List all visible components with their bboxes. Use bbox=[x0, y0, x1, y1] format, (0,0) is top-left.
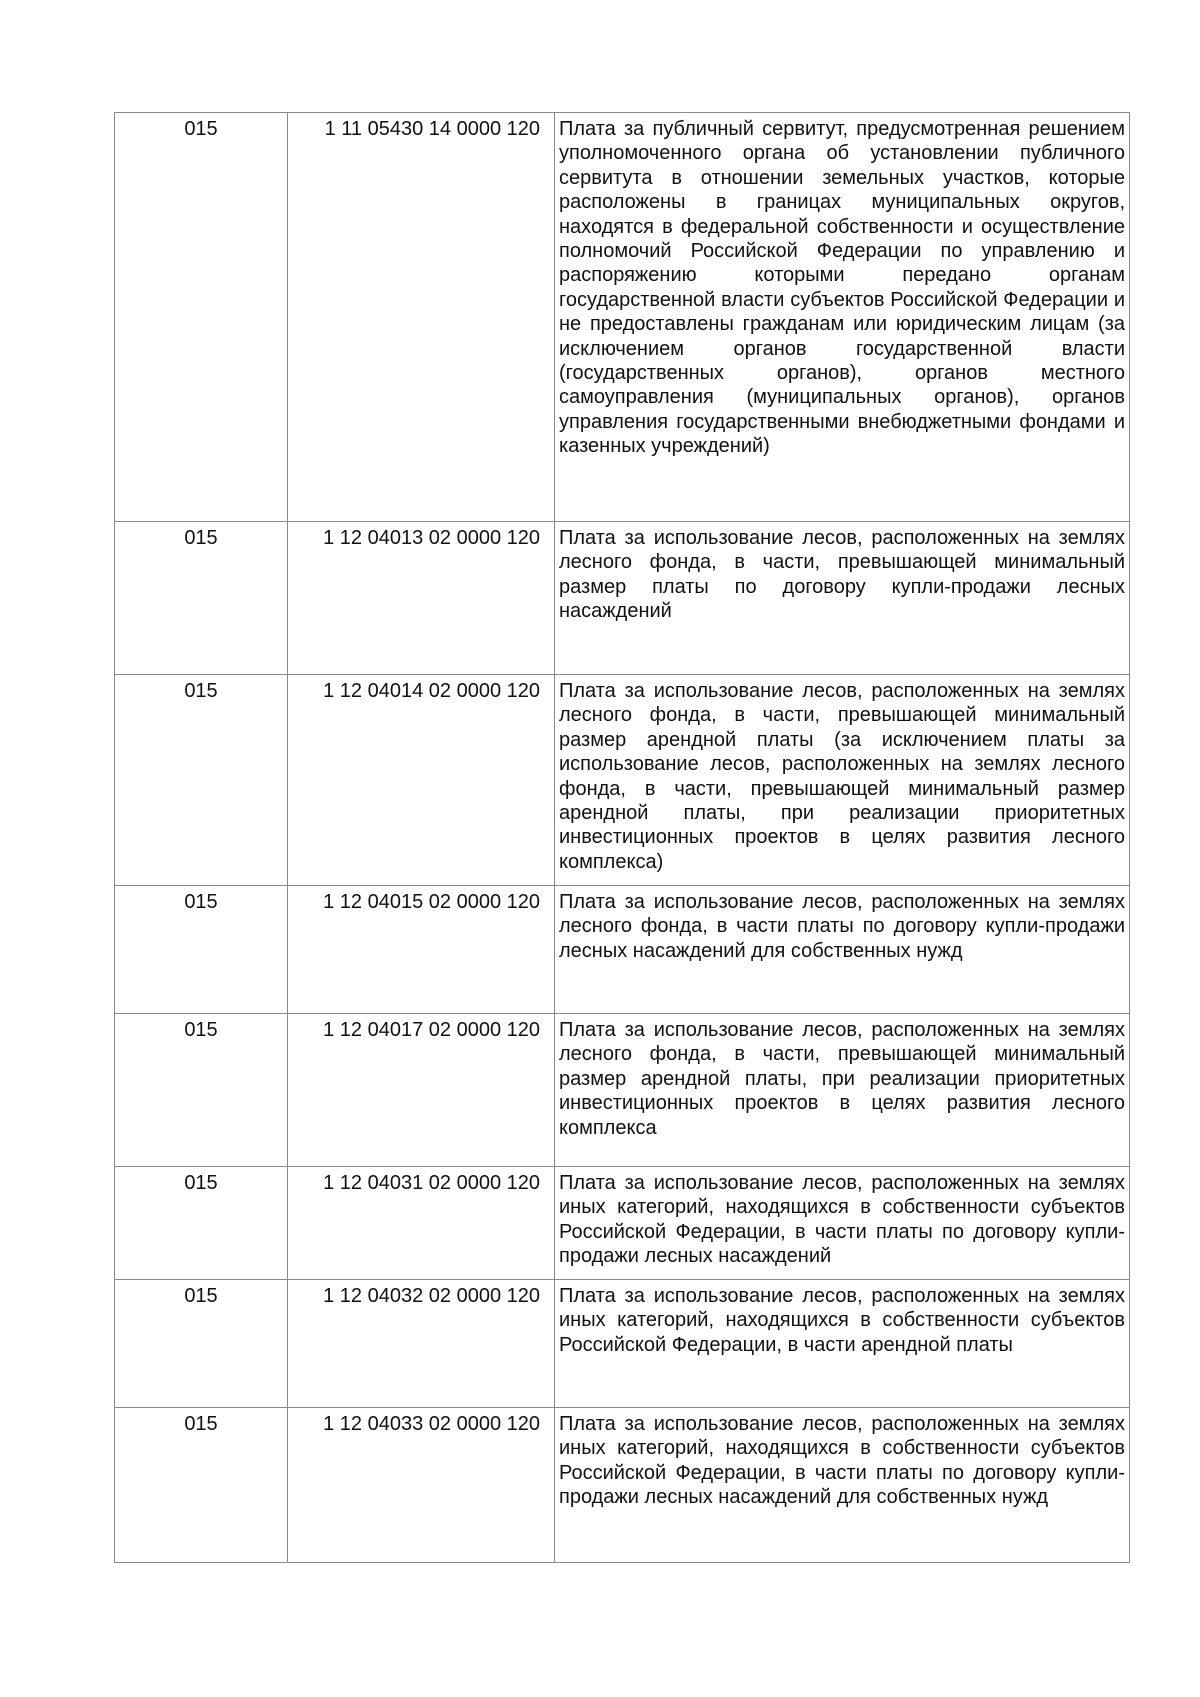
admin-code-cell: 015 bbox=[115, 1408, 288, 1563]
revenue-name-cell: Плата за использование лесов, расположенных на землях иных категорий, находящихся в собственности субъектов Российской Федерации, в части платы по договору купли-продажи лесных насаждений bbox=[555, 1167, 1130, 1280]
revenue-name-cell: Плата за использование лесов, расположенных на землях лесного фонда, в части платы по договору купли-продажи лесных насаждений для собственных нужд bbox=[555, 886, 1130, 1014]
budget-code-cell: 1 12 04033 02 0000 120 bbox=[288, 1408, 555, 1563]
admin-code-cell: 015 bbox=[115, 1280, 288, 1408]
table-row bbox=[115, 113, 1130, 522]
revenue-name-cell: Плата за публичный сервитут, предусмотренная решением уполномоченного органа об установлении публичного сервитута в отношении земельных участков, которые расположены в границах муниципальных округов, находятся в федеральной собственности и осуществление полномочий Российской Федерации по управлению и распоряжению которыми передано органам государственной власти субъектов Российской Федерации и не предоставлены гражданам или юридическим лицам (за исключением органов государственной власти (государственных органов), органов местного самоуправления (муниципальных органов), органов управления государственными внебюджетными фондами и казенных учреждений) bbox=[555, 113, 1130, 522]
budget-code-cell: 1 12 04017 02 0000 120 bbox=[288, 1014, 555, 1167]
table-row bbox=[115, 886, 1130, 1014]
table-row bbox=[115, 1014, 1130, 1167]
budget-code-cell: 1 12 04031 02 0000 120 bbox=[288, 1167, 555, 1280]
revenue-name-cell: Плата за использование лесов, расположенных на землях иных категорий, находящихся в собственности субъектов Российской Федерации, в части арендной платы bbox=[555, 1280, 1130, 1408]
revenue-name-cell: Плата за использование лесов, расположенных на землях лесного фонда, в части, превышающей минимальный размер арендной платы, при реализации приоритетных инвестиционных проектов в целях развития лесного комплекса bbox=[555, 1014, 1130, 1167]
budget-code-cell: 1 12 04013 02 0000 120 bbox=[288, 522, 555, 675]
revenue-name-cell: Плата за использование лесов, расположенных на землях иных категорий, находящихся в собственности субъектов Российской Федерации, в части платы по договору купли-продажи лесных насаждений для собственных нужд bbox=[555, 1408, 1130, 1563]
admin-code-cell: 015 bbox=[115, 675, 288, 886]
budget-code-cell: 1 12 04015 02 0000 120 bbox=[288, 886, 555, 1014]
admin-code-cell: 015 bbox=[115, 1014, 288, 1167]
table-row bbox=[115, 1280, 1130, 1408]
admin-code-cell: 015 bbox=[115, 113, 288, 522]
admin-code-cell: 015 bbox=[115, 886, 288, 1014]
revenue-code-table bbox=[114, 112, 1130, 1563]
budget-code-cell: 1 11 05430 14 0000 120 bbox=[288, 113, 555, 522]
table-row bbox=[115, 1167, 1130, 1280]
revenue-name-cell: Плата за использование лесов, расположенных на землях лесного фонда, в части, превышающей минимальный размер арендной платы (за исключением платы за использование лесов, расположенных на землях лесного фонда, в части, превышающей минимальный размер арендной платы, при реализации приоритетных инвестиционных проектов в целях развития лесного комплекса) bbox=[555, 675, 1130, 886]
admin-code-cell: 015 bbox=[115, 1167, 288, 1280]
budget-code-cell: 1 12 04032 02 0000 120 bbox=[288, 1280, 555, 1408]
revenue-name-cell: Плата за использование лесов, расположенных на землях лесного фонда, в части, превышающей минимальный размер платы по договору купли-продажи лесных насаждений bbox=[555, 522, 1130, 675]
table-row bbox=[115, 522, 1130, 675]
budget-code-cell: 1 12 04014 02 0000 120 bbox=[288, 675, 555, 886]
table-row bbox=[115, 1408, 1130, 1563]
table-row bbox=[115, 675, 1130, 886]
admin-code-cell: 015 bbox=[115, 522, 288, 675]
